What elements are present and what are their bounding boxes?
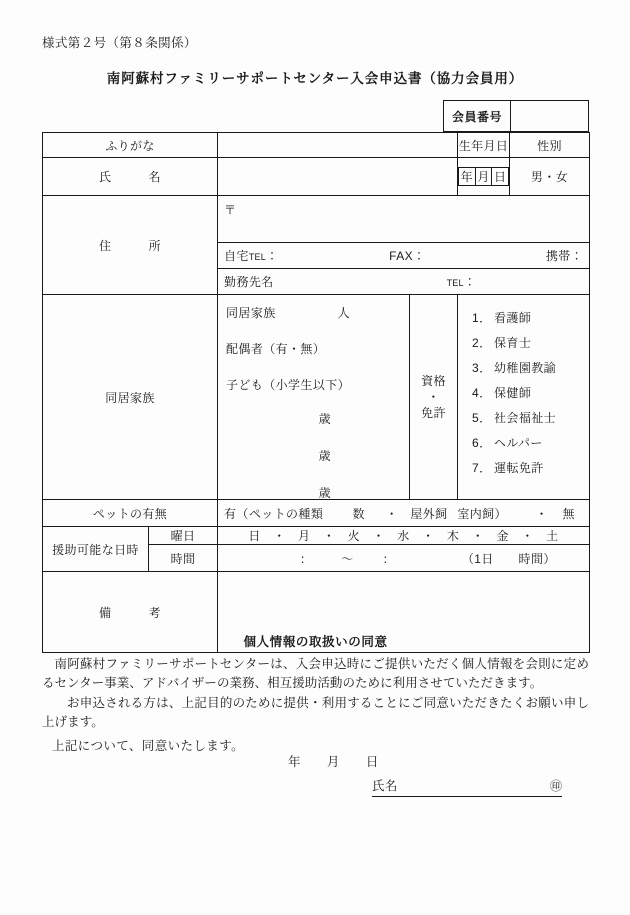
workplace-row xyxy=(218,269,589,294)
remarks-label: 備 考 xyxy=(43,572,218,653)
address-label: 住 所 xyxy=(43,196,218,295)
member-number-field[interactable] xyxy=(511,101,588,131)
name-label: 氏 名 xyxy=(43,158,218,196)
mobile-label: 携帯： xyxy=(545,248,584,263)
weekday-option[interactable]: 土 xyxy=(546,529,559,543)
furigana-label: ふりがな xyxy=(43,133,218,158)
pet-count-label: 数 xyxy=(352,506,365,521)
qualification-item[interactable] xyxy=(472,387,589,399)
consent-paragraph-2: お申込される方は、上記目的のために提供・利用することにご同意いただきたくお願い申し上げます。 xyxy=(42,695,589,730)
qualification-number: 1． xyxy=(472,311,492,325)
agreement-statement: 上記について、同意いたします。 xyxy=(52,739,245,753)
weekday-separator: ・ xyxy=(372,529,385,543)
page-title: 南阿蘇村ファミリーサポートセンター入会申込書（協力会員用） xyxy=(106,71,524,86)
pet-options[interactable] xyxy=(218,500,590,527)
furigana-field[interactable] xyxy=(218,133,458,158)
qualification-number: 7． xyxy=(472,461,492,475)
weekday-separator: ・ xyxy=(422,529,435,543)
qualification-name: ヘルパー xyxy=(494,436,543,450)
pet-no-option: 無 xyxy=(562,506,575,521)
qualification-name: 運転免許 xyxy=(494,461,544,475)
weekday-separator: ・ xyxy=(273,529,286,543)
qualification-item[interactable] xyxy=(472,437,589,449)
child-age-3: 歳 xyxy=(318,486,332,500)
weekday-option[interactable]: 日 xyxy=(248,529,261,543)
weekday-separator: ・ xyxy=(521,529,534,543)
pet-indoor-option: 室内飼） xyxy=(457,506,507,521)
fax-label: FAX： xyxy=(389,248,426,263)
home-tel-label: 自宅TEL： xyxy=(224,248,279,263)
table-row-name xyxy=(43,158,590,196)
table-row-weekday xyxy=(43,527,590,545)
time-to: ： xyxy=(382,551,395,566)
weekday-option[interactable]: 木 xyxy=(446,529,460,543)
qualification-number: 2． xyxy=(472,336,492,350)
qualification-item[interactable] xyxy=(472,462,589,474)
pet-separator-1: ・ 屋外飼 xyxy=(385,506,448,521)
family-label: 同居家族 xyxy=(43,295,218,500)
gender-value[interactable]: 男・女 xyxy=(510,158,590,196)
workplace-label: 勤務先名 xyxy=(224,274,274,289)
weekday-option[interactable]: 火 xyxy=(347,529,361,543)
weekday-option[interactable]: 月 xyxy=(298,529,311,543)
applicant-table xyxy=(42,132,590,653)
gender-label: 性別 xyxy=(510,133,590,158)
seal-icon: ㊞ xyxy=(549,779,562,793)
workplace-tel-label: TEL： xyxy=(446,274,477,289)
child-age-2: 歳 xyxy=(318,449,332,463)
weekday-option[interactable]: 水 xyxy=(397,529,410,543)
contact-row xyxy=(218,243,589,269)
signature-label: 氏名 xyxy=(372,779,398,793)
time-tilde: ～ xyxy=(341,551,354,566)
time-per-day: （1日 時間） xyxy=(461,551,556,566)
weekday-options[interactable] xyxy=(218,527,590,545)
spouse-line: 配偶者（有・無） xyxy=(226,342,326,356)
qualification-item[interactable] xyxy=(472,412,589,424)
children-line: 子ども（小学生以下） xyxy=(226,378,351,392)
qualification-number: 6． xyxy=(472,436,492,450)
table-row-family xyxy=(43,295,590,500)
birth-month-unit: 月 xyxy=(475,168,492,186)
qualification-item[interactable] xyxy=(472,312,589,324)
birthdate-label: 生年月日 xyxy=(458,133,510,158)
pet-separator-2: ・ xyxy=(535,506,548,521)
qualification-number: 5． xyxy=(472,411,492,425)
qualification-name: 社会福祉士 xyxy=(494,411,557,425)
table-row-address xyxy=(43,196,590,295)
pet-label: ペットの有無 xyxy=(43,500,218,527)
consent-paragraph-1: 南阿蘇村ファミリーサポートセンターは、入会申込時にご提供いただく個人情報を会則に定めるセンター事業、アドバイザーの業務、相互援助活動のために利用させていただきます。 xyxy=(42,657,589,691)
weekday-separator: ・ xyxy=(471,529,485,543)
time-label: 時間 xyxy=(149,545,218,572)
qualification-name: 看護師 xyxy=(494,311,532,325)
qualification-name: 幼稚園教諭 xyxy=(494,361,557,375)
pet-yes-option: 有（ペットの種類 xyxy=(224,506,324,521)
time-from: ： xyxy=(299,551,313,566)
consent-section xyxy=(42,632,589,733)
qualification-item[interactable] xyxy=(472,362,589,374)
qualification-name: 保健師 xyxy=(494,386,532,400)
weekday-separator: ・ xyxy=(322,529,336,543)
name-field[interactable] xyxy=(218,158,458,196)
birth-day-unit: 日 xyxy=(492,168,509,186)
postal-mark: 〒 xyxy=(224,202,237,217)
family-details[interactable] xyxy=(218,295,410,500)
qualification-item[interactable] xyxy=(472,337,589,349)
date-month-unit: 月 xyxy=(326,755,340,769)
date-year-unit: 年 xyxy=(288,755,301,769)
time-fields[interactable] xyxy=(218,545,590,572)
qualification-name: 保育士 xyxy=(494,336,532,350)
table-row-pet xyxy=(43,500,590,527)
child-age-1: 歳 xyxy=(318,412,332,426)
date-day-unit: 日 xyxy=(365,755,379,769)
table-row-furigana xyxy=(43,133,590,158)
form-code: 様式第２号（第８条関係） xyxy=(42,36,197,50)
weekday-label: 曜日 xyxy=(149,527,218,545)
qualification-label: 資格 ・ 免許 xyxy=(410,295,458,500)
qualification-list[interactable] xyxy=(458,295,590,500)
consent-date-line[interactable] xyxy=(288,752,379,770)
signature-line[interactable] xyxy=(372,776,562,797)
consent-title: 個人情報の取扱いの同意 xyxy=(243,635,388,649)
weekday-option[interactable]: 金 xyxy=(496,529,509,543)
birthdate-field[interactable] xyxy=(458,158,510,196)
address-block xyxy=(218,196,590,295)
postal-code-field[interactable] xyxy=(218,197,589,243)
family-members-line: 同居家族 人 xyxy=(226,306,351,320)
member-number-box xyxy=(443,100,589,132)
birth-year-unit: 年 xyxy=(459,168,476,186)
availability-label: 援助可能な日時 xyxy=(43,527,149,572)
qualification-number: 3． xyxy=(472,361,492,375)
member-number-label: 会員番号 xyxy=(444,101,511,131)
qualification-number: 4． xyxy=(472,386,492,400)
